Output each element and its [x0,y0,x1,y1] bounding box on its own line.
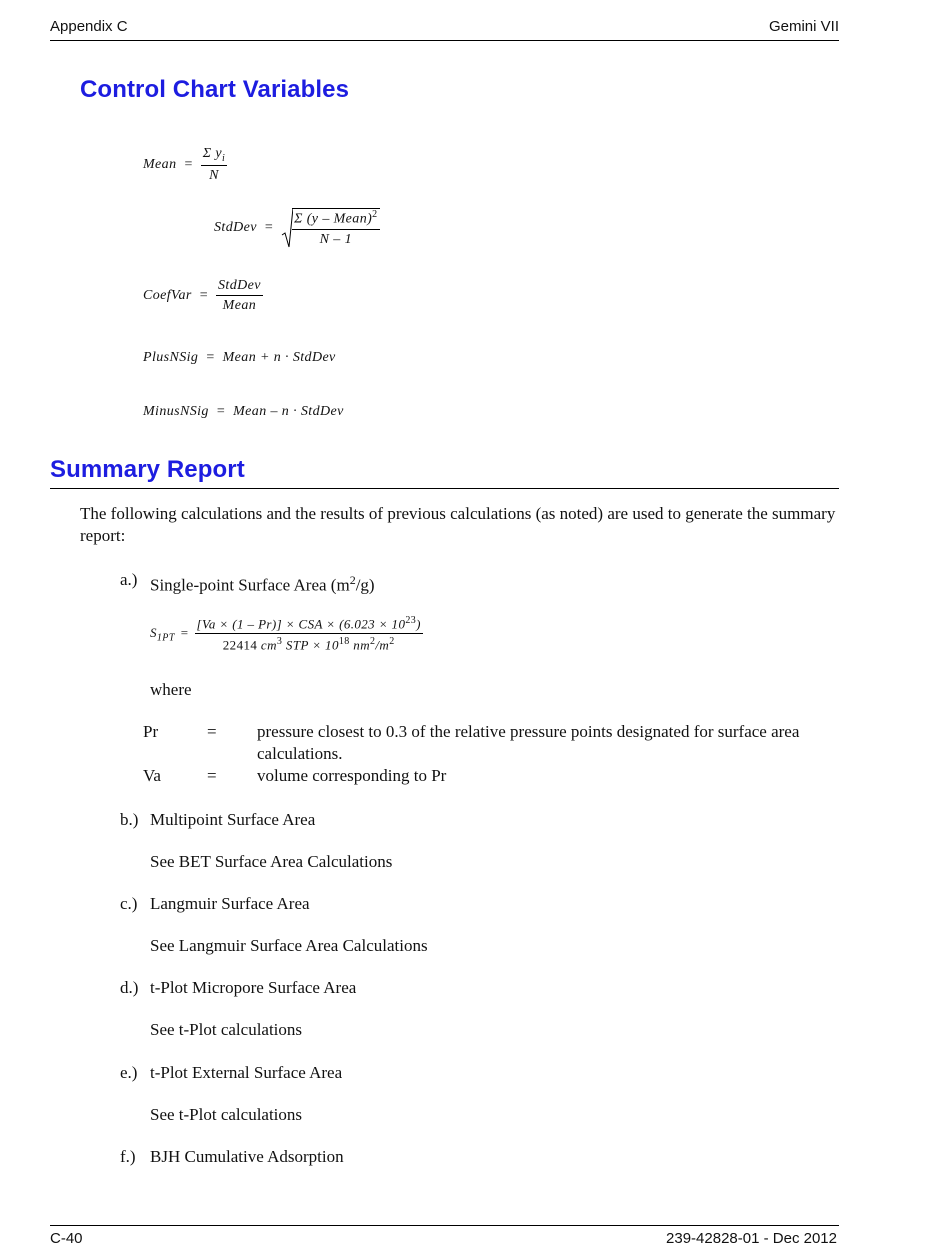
s1pt-denominator: 22414 $cm^3$ STP × $10^{18}$ $nm^2/m^2$ [222,636,395,653]
equals-sign: = [264,220,274,236]
coefvar-lhs: CoefVar [143,288,192,304]
equals-sign: = [180,625,189,641]
def-va-equals: = [207,766,217,785]
equals-sign: = [184,157,193,173]
header-right: Gemini VII [768,18,839,35]
item-b-title: Multipoint Surface Area [150,810,316,829]
equals-sign: = [206,350,215,365]
mean-numerator: Σ y [202,146,223,161]
stddev-numerator-sup: 2 [372,209,378,221]
footer-rule [50,1225,839,1226]
item-d-label: d.) [120,978,139,997]
item-c-label: c.) [120,894,138,913]
plusnsig-lhs: PlusNSig [143,350,199,365]
item-e-label: e.) [120,1063,138,1082]
def-va-symbol: Va [143,766,161,785]
s1pt-lhs: $S_{1PT}$ [150,625,175,644]
item-d-reference: See t-Plot calculations [150,1020,303,1039]
mean-formula [143,146,227,184]
equals-sign: = [216,404,226,419]
plusnsig-formula [143,350,336,366]
stddev-formula [214,207,380,249]
def-pr-equals: = [207,722,217,741]
minusnsig-formula [143,404,344,420]
mean-numerator-sub: i [222,152,226,164]
stddev-numerator: Σ (y – Mean) [294,211,373,227]
mean-fraction [201,146,227,184]
item-a-title: Single-point Surface Area $(m^2/g)$ [150,573,375,595]
item-e-title: t-Plot External Surface Area [150,1063,343,1082]
single-point-formula [150,615,423,654]
mean-denominator: N [209,167,219,183]
summary-rule [50,488,839,489]
item-f-title: BJH Cumulative Adsorption [150,1147,344,1166]
where-label: where [150,680,192,699]
item-c-reference: See Langmuir Surface Area Calculations [150,936,428,955]
item-b-label: b.) [120,810,139,829]
minusnsig-lhs: MinusNSig [143,404,209,419]
item-b-reference: See BET Surface Area Calculations [150,852,393,871]
coefvar-numerator: StdDev [216,278,263,296]
s1pt-fraction [195,615,423,654]
minusnsig-rhs: Mean – n · StdDev [233,404,344,419]
item-e-reference: See t-Plot calculations [150,1105,303,1124]
def-pr-description: pressure closest to 0.3 of the relative pressure points designated for surface area calculations. [257,722,800,763]
coefvar-denominator: Mean [222,298,257,313]
footer-doc-id: 239-42828-01 - Dec 2012 [666,1230,837,1247]
stddev-lhs: StdDev [214,220,257,236]
def-va-description: volume corresponding to Pr [257,766,447,785]
item-f-label: f.) [120,1147,136,1166]
equals-sign: = [199,288,208,304]
footer-page-number: C-40 [50,1230,83,1247]
control-chart-title: Control Chart Variables [80,76,350,103]
plusnsig-rhs: Mean + n · StdDev [222,350,336,365]
def-pr-symbol: Pr [143,722,159,741]
header-rule [50,40,839,41]
coefvar-fraction [216,278,263,314]
stddev-fraction [292,208,379,248]
item-d-title: t-Plot Micropore Surface Area [150,978,357,997]
summary-intro: The following calculations and the results of previous calculations (as noted) are used to generate the summary report: [80,504,836,545]
item-a-label: a.) [120,570,138,589]
coefvar-formula [143,278,263,314]
item-c-title: Langmuir Surface Area [150,894,310,913]
summary-report-title: Summary Report [50,456,245,483]
stddev-denominator: N – 1 [319,231,353,247]
s1pt-numerator: [Va × (1 – Pr)] × CSA × $(6.023 \times 10^{23})$ [195,615,423,634]
mean-lhs: Mean [143,157,177,173]
header-left: Appendix C [50,18,128,35]
